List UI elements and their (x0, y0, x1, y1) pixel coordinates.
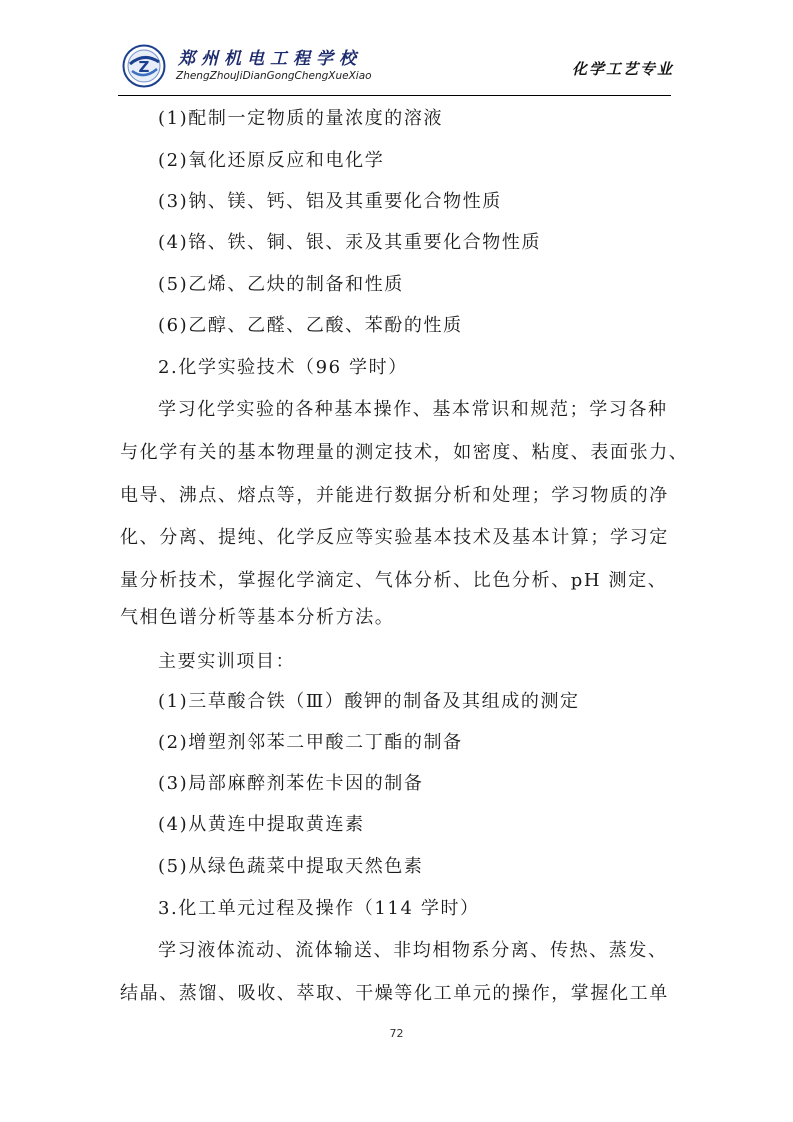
school-logo-icon (122, 44, 166, 88)
major-title: 化学工艺专业 (572, 60, 675, 78)
paragraph-line: 学习化学实验的各种基本操作、基本常识和规范；学习各种 (158, 399, 668, 420)
school-name-cn: 郑州机电工程学校 (178, 49, 362, 69)
page-number: 72 (389, 1027, 404, 1040)
paragraph-line: 电导、沸点、熔点等，并能进行数据分析和处理；学习物质的净 (120, 485, 669, 506)
paragraph-line: 化、分离、提纯、化学反应等实验基本技术及基本计算；学习定 (120, 527, 669, 548)
section-heading: 2.化学实验技术（96 学时） (158, 357, 408, 378)
list-item: (3)钠、镁、钙、铝及其重要化合物性质 (158, 191, 502, 212)
paragraph-line: 量分析技术，掌握化学滴定、气体分析、比色分析、pH 测定、 (120, 570, 668, 591)
paragraph-line: 气相色谱分析等基本分析方法。 (120, 607, 395, 628)
list-item: (5)从绿色蔬菜中提取天然色素 (158, 856, 424, 877)
paragraph-line: 结晶、蒸馏、吸收、萃取、干燥等化工单元的操作，掌握化工单 (120, 983, 669, 1004)
paragraph-line: 与化学有关的基本物理量的测定技术，如密度、粘度、表面张力、 (120, 442, 689, 463)
list-item: (6)乙醇、乙醛、乙酸、苯酚的性质 (158, 315, 463, 336)
list-item: (1)三草酸合铁（Ⅲ）酸钾的制备及其组成的测定 (158, 691, 580, 712)
svg-text:Z: Z (138, 58, 150, 76)
list-item: (1)配制一定物质的量浓度的溶液 (158, 108, 444, 129)
school-name-en: ZhengZhouJiDianGongChengXueXiao (176, 70, 372, 82)
header-rule (118, 95, 671, 96)
list-item: (4)从黄连中提取黄连素 (158, 814, 365, 835)
list-item: (2)氧化还原反应和电化学 (158, 150, 385, 171)
list-item: (5)乙烯、乙炔的制备和性质 (158, 274, 404, 295)
list-item: (4)铬、铁、铜、银、汞及其重要化合物性质 (158, 232, 542, 253)
subsection-label: 主要实训项目： (158, 651, 296, 672)
list-item: (2)增塑剂邻苯二甲酸二丁酯的制备 (158, 732, 463, 753)
section-heading: 3.化工单元过程及操作（114 学时） (158, 898, 480, 919)
list-item: (3)局部麻醉剂苯佐卡因的制备 (158, 773, 424, 794)
paragraph-line: 学习液体流动、流体输送、非均相物系分离、传热、蒸发、 (158, 940, 668, 961)
page-header (0, 0, 793, 100)
